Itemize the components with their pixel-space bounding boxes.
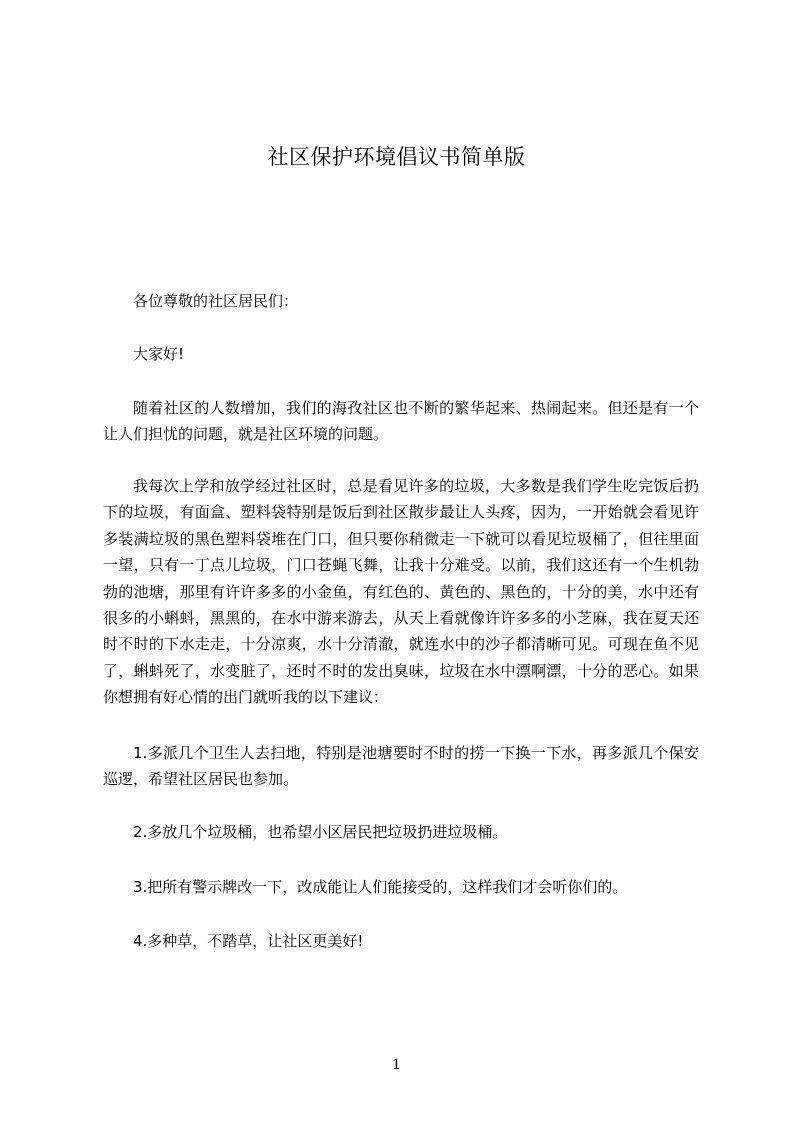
salutation: 各位尊敬的社区居民们： bbox=[133, 292, 299, 310]
greeting: 大家好! bbox=[133, 345, 185, 363]
suggestion-item: 3.把所有警示牌改一下，改成能让人们能接受的，这样我们才会听你们的。 bbox=[133, 878, 628, 896]
document-title: 社区保护环境倡议书简单版 bbox=[267, 145, 526, 169]
body-paragraph-container bbox=[103, 473, 699, 715]
page-number: 1 bbox=[392, 1057, 401, 1073]
body-paragraph: 我每次上学和放学经过社区时，总是看见许多的垃圾，大多数是我们学生吃完饭后扔下的垃圾，有面盒、塑料袋特别是饭后到社区散步最让人头疼，因为，一开始就会看见许多装满垃圾的黑色塑料袋堆在门口，但只要你稍微走一下就可以看见垃圾桶了，但往里面一望，只有一丁点儿垃圾，门口苍蝇飞舞，让我十分难受。以前，我们这还有一个生机勃勃的池塘，那里有许许多多的小金鱼，有红色的、黄色的、黑色的，十分的美，水中还有很多的小蝌蚪，黑黑的，在水中游来游去，从天上看就像许许多多的小芝麻，我在夏天还时不时的下水走走，十分凉爽，水十分清澈，就连水中的沙子都清晰可见。可现在鱼不见了，蝌蚪死了，水变脏了，还时不时的发出臭味，垃圾在水中漂啊漂，十分的恶心。如果你想拥有好心情的出门就听我的以下建议： bbox=[103, 477, 699, 707]
suggestion-item: 4.多种草，不踏草，让社区更美好! bbox=[133, 932, 364, 950]
suggestion-item: 2.多放几个垃圾桶，也希望小区居民把垃圾扔进垃圾桶。 bbox=[133, 823, 508, 841]
intro-paragraph: 随着社区的人数增加，我们的海孜社区也不断的繁华起来、热闹起来。但还是有一个让人们担忧的问题，就是社区环境的问题。 bbox=[103, 399, 699, 444]
suggestion-item: 1.多派几个卫生人去扫地，特别是池塘要时不时的捞一下换一下水，再多派几个保安巡逻，希望社区居民也参加。 bbox=[103, 744, 699, 789]
